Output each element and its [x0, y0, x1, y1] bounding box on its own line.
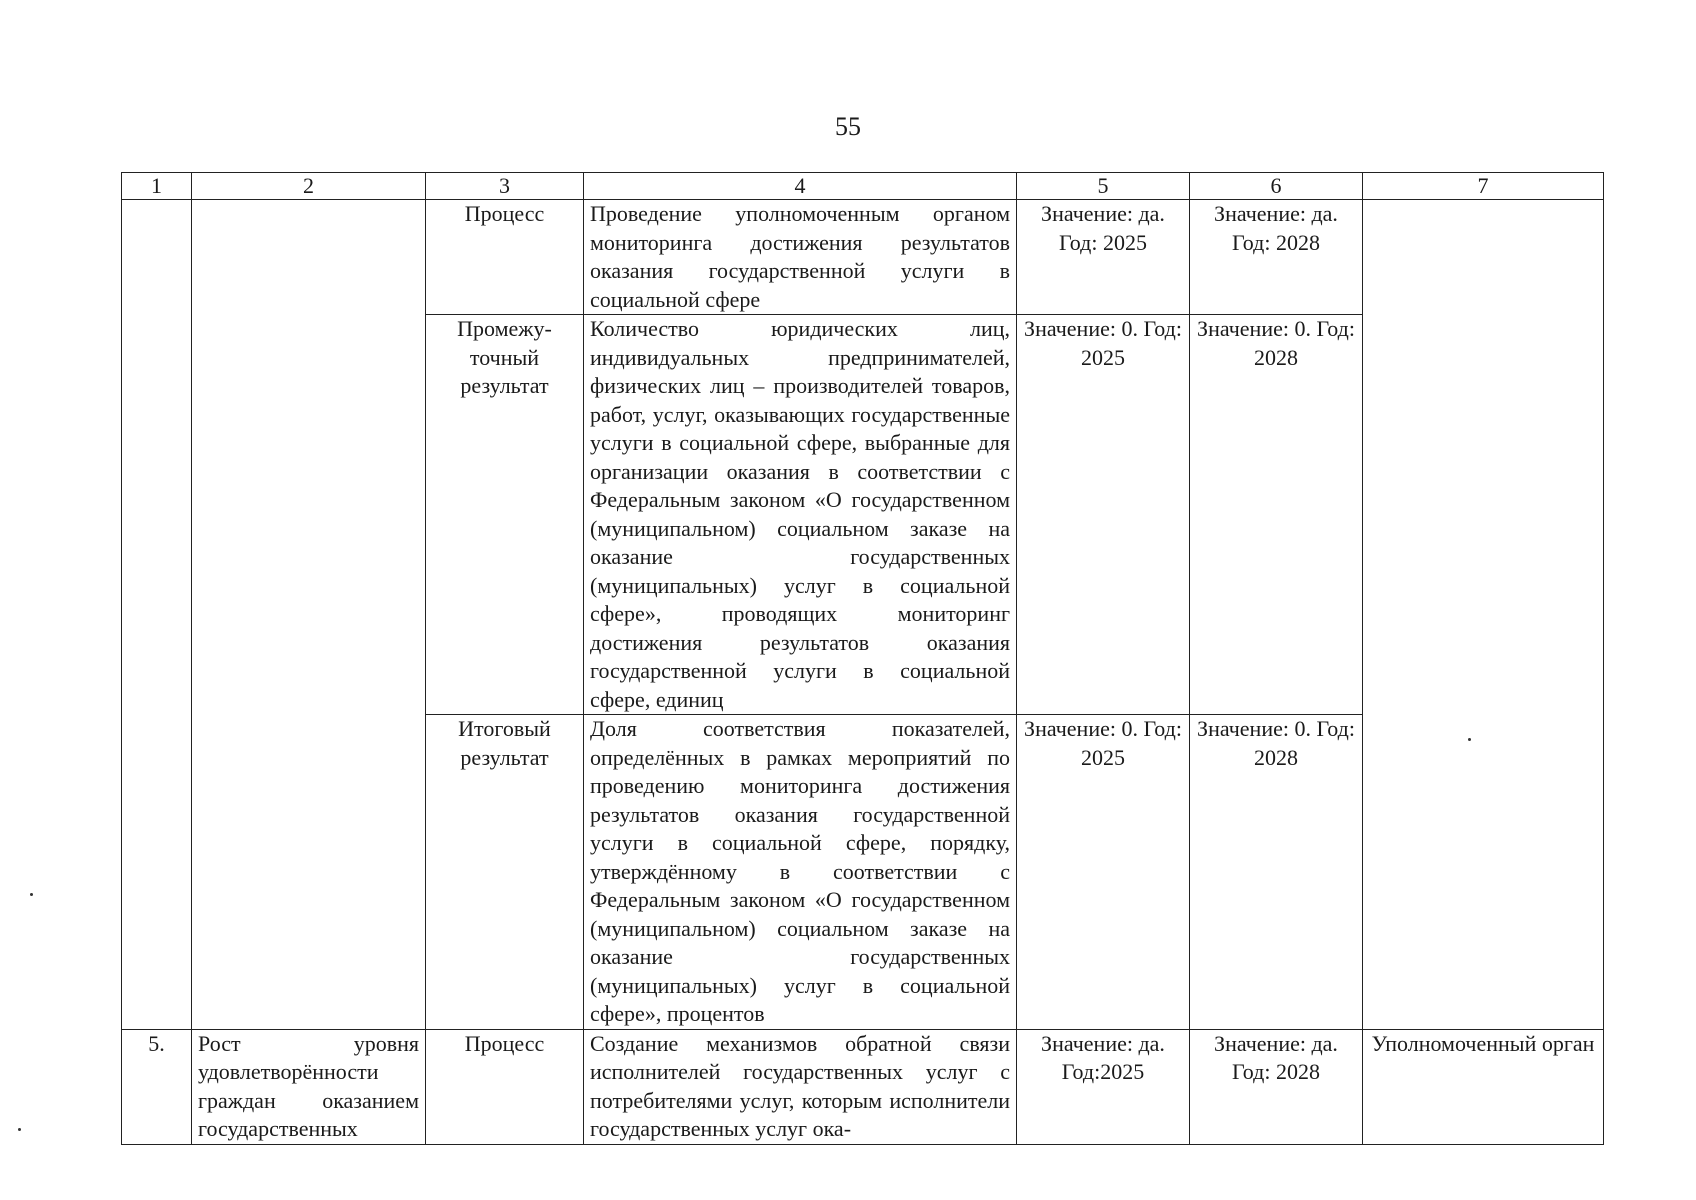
description-cell: Проведение уполномоченным органом мониторинга достижения результатов оказания государственной услуги в социальной сфере — [584, 200, 1017, 315]
row-number-cell: 5. — [122, 1029, 192, 1144]
value-2025-cell: Значение: 0. Год: 2025 — [1017, 315, 1190, 715]
scan-speck — [18, 1128, 21, 1131]
page-number: 55 — [835, 112, 861, 141]
row-title-cell-empty — [192, 200, 426, 1030]
stage-cell: Итоговый результат — [426, 715, 584, 1030]
description-cell: Доля соответствия показателей, определённых в рамках мероприятий по проведению мониторинга достижения результатов оказания государственной услуги в социальной сфере, порядку, утверждённому в соответствии с Федеральным законом «О государственном (муниципальном) социальном заказе на оказание государственных (муниципальных) услуг в социальной сфере», процентов — [584, 715, 1017, 1030]
table-row — [122, 200, 1604, 315]
row-title-cell: Рост уровня удовлетворённости граждан оказанием государственных — [192, 1029, 426, 1144]
table-header-row — [122, 173, 1604, 200]
column-header-1: 1 — [122, 173, 192, 200]
responsible-cell-empty — [1363, 200, 1604, 1030]
stage-cell: Процесс — [426, 1029, 584, 1144]
column-header-3: 3 — [426, 173, 584, 200]
value-2025-cell: Значение: 0. Год: 2025 — [1017, 715, 1190, 1030]
column-header-6: 6 — [1190, 173, 1363, 200]
value-2028-cell: Значение: да. Год: 2028 — [1190, 1029, 1363, 1144]
column-header-5: 5 — [1017, 173, 1190, 200]
column-header-7: 7 — [1363, 173, 1604, 200]
value-2028-cell: Значение: 0. Год: 2028 — [1190, 315, 1363, 715]
indicators-table — [121, 172, 1604, 1145]
scan-speck — [1468, 738, 1471, 741]
value-2028-cell: Значение: да. Год: 2028 — [1190, 200, 1363, 315]
stage-cell: Промежу-точный результат — [426, 315, 584, 715]
value-2025-cell: Значение: да. Год:2025 — [1017, 1029, 1190, 1144]
table-row — [122, 1029, 1604, 1144]
column-header-4: 4 — [584, 173, 1017, 200]
value-2028-cell: Значение: 0. Год: 2028 — [1190, 715, 1363, 1030]
value-2025-cell: Значение: да. Год: 2025 — [1017, 200, 1190, 315]
description-cell: Количество юридических лиц, индивидуальных предпринимателей, физических лиц – производителей товаров, работ, услуг, оказывающих государственные услуги в социальной сфере, выбранные для организации оказания в соответствии с Федеральным законом «О государственном (муниципальном) социальном заказе на оказание государственных (муниципальных) услуг в социальной сфере», проводящих мониторинг достижения результатов оказания государственной услуги в социальной сфере, единиц — [584, 315, 1017, 715]
stage-cell: Процесс — [426, 200, 584, 315]
responsible-cell: Уполномоченный орган — [1363, 1029, 1604, 1144]
description-cell: Создание механизмов обратной связи исполнителей государственных услуг с потребителями услуг, которым исполнители государственных услуг ока- — [584, 1029, 1017, 1144]
row-number-cell-empty — [122, 200, 192, 1030]
column-header-2: 2 — [192, 173, 426, 200]
scan-speck — [30, 893, 33, 896]
